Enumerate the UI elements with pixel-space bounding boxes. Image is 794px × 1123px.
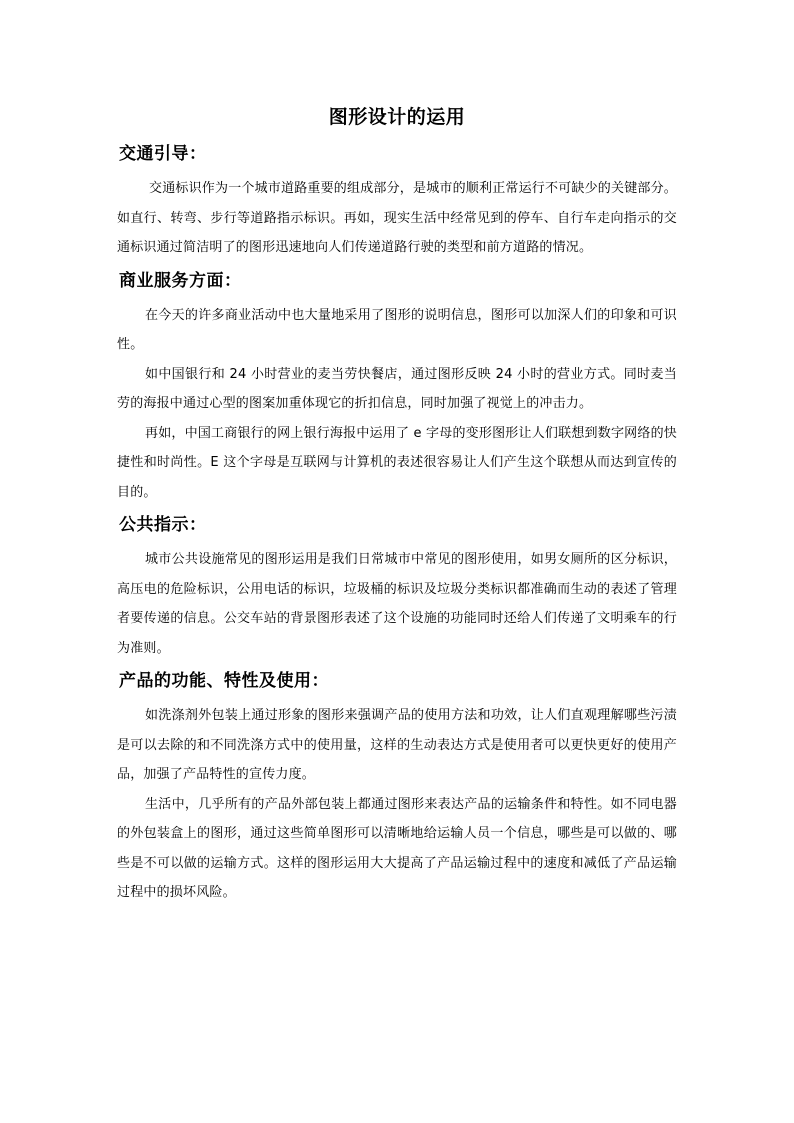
section-heading: 产品的功能、特性及使用：	[119, 671, 329, 691]
section-commercial	[117, 269, 677, 508]
paragraph: 在今天的许多商业活动中也大量地采用了图形的说明信息，图形可以加深人们的印象和可识性。	[117, 307, 677, 352]
section-traffic	[117, 142, 677, 263]
section-heading: 交通引导：	[119, 144, 207, 164]
paragraph: 城市公共设施常见的图形运用是我们日常城市中常见的图形使用，如男女厕所的区分标识，高压电的危险标识，公用电话的标识，垃圾桶的标识及垃圾分类标识都准确而生动的表述了管理者要传递的信息。公交车站的背景图形表述了这个设施的功能同时还给人们传递了文明乘车的行为准则。	[117, 552, 677, 656]
paragraph: 如中国银行和 24 小时营业的麦当劳快餐店，通过图形反映 24 小时的营业方式。同时麦当劳的海报中通过心型的图案加重体现它的折扣信息，同时加强了视觉上的冲击力。	[117, 366, 677, 411]
section-heading: 公共指示：	[119, 515, 207, 535]
paragraph: 再如，中国工商银行的网上银行海报中运用了 e 字母的变形图形让人们联想到数字网络的快捷性和时尚性。E 这个字母是互联网与计算机的表述很容易让人们产生这个联想从而达到宣传的目的。	[117, 425, 677, 500]
document-body	[117, 142, 677, 914]
paragraph: 生活中，几乎所有的产品外部包装上都通过图形来表达产品的运输条件和特性。如不同电器的外包装盒上的图形，通过这些简单图形可以清晰地给运输人员一个信息，哪些是可以做的、哪些是不可以做的运输方式。这样的图形运用大大提高了产品运输过程中的速度和减低了产品运输过程中的损坏风险。	[117, 796, 677, 900]
document-title: 图形设计的运用	[328, 106, 466, 128]
paragraph: 如洗涤剂外包装上通过形象的图形来强调产品的使用方法和功效，让人们直观理解哪些污渍是可以去除的和不同洗涤方式中的使用量，这样的生动表达方式是使用者可以更快更好的使用产品，加强了产品特性的宣传力度。	[117, 708, 677, 782]
section-public	[117, 513, 677, 663]
section-heading: 商业服务方面：	[119, 270, 242, 291]
paragraph: 交通标识作为一个城市道路重要的组成部分，是城市的顺利正常运行不可缺少的关键部分。如直行、转弯、步行等道路指示标识。再如，现实生活中经常见到的停车、自行车走向指示的交通标识通过简洁明了的图形迅速地向人们传递道路行驶的类型和前方道路的情况。	[117, 181, 678, 255]
section-product	[117, 669, 677, 908]
